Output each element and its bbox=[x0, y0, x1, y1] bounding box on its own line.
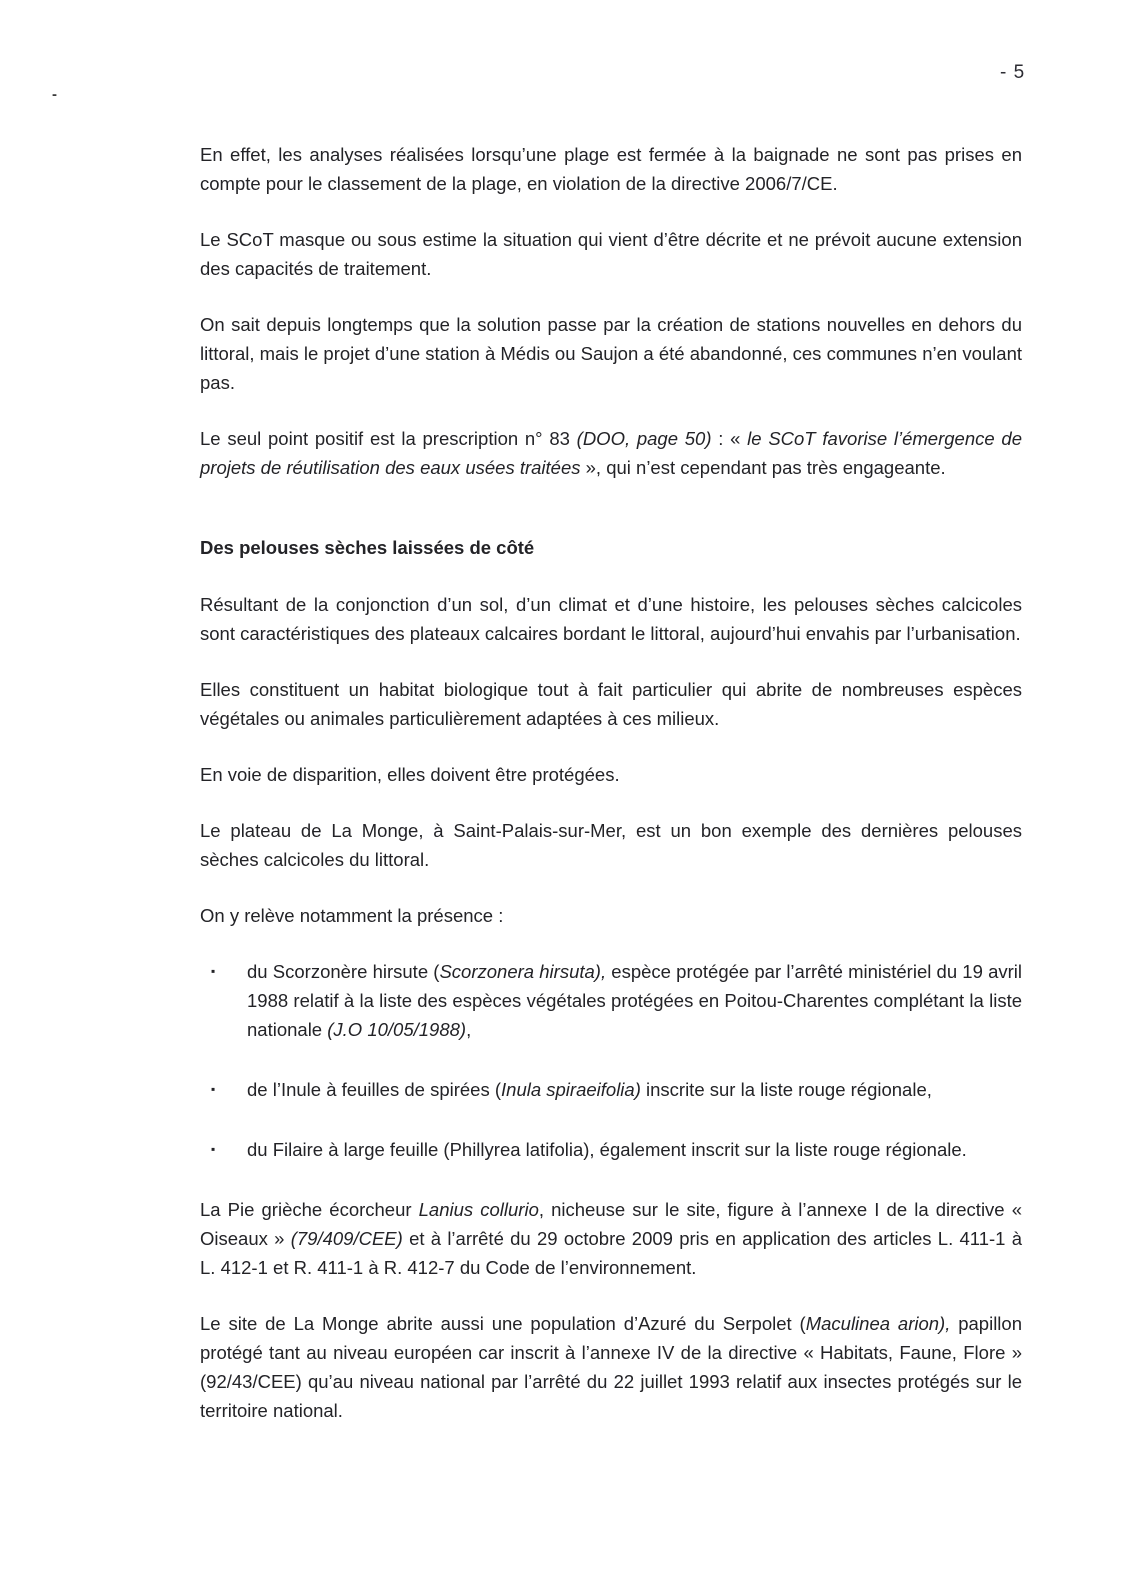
paragraph: Le seul point positif est la prescription n° 83 (DOO, page 50) : « le SCoT favorise l’émergence de projets de réutilisation des eaux usées traitées », qui n’est cependant pas très engageante. bbox=[200, 428, 1022, 478]
scan-stray-mark: - bbox=[52, 86, 57, 103]
paragraph: En effet, les analyses réalisées lorsqu’une plage est fermée à la baignade ne sont pas prises en compte pour le classement de la plage, en violation de la directive 2006/7/CE. bbox=[200, 144, 1022, 194]
paragraph: On sait depuis longtemps que la solution passe par la création de stations nouvelles en dehors du littoral, mais le projet d’une station à Médis ou Saujon a été abandonné, ces communes n’en voulant pas. bbox=[200, 314, 1022, 393]
page-number: - 5 bbox=[1000, 62, 1026, 83]
section-heading: Des pelouses sèches laissées de côté bbox=[200, 537, 535, 558]
paragraph: Le site de La Monge abrite aussi une population d’Azuré du Serpolet (Maculinea arion), papillon protégé tant au niveau européen car inscrit à l’annexe IV de la directive « Habitats, Faune, Flore » (92/43/CEE) qu’au niveau national par l’arrêté du 22 juillet 1993 relatif aux insectes protégés sur le territoire national. bbox=[200, 1313, 1022, 1421]
paragraph: Résultant de la conjonction d’un sol, d’un climat et d’une histoire, les pelouses sèches calcicoles sont caractéristiques des plateaux calcaires bordant le littoral, aujourd’hui envahis par l’urbanisation. bbox=[200, 594, 1022, 644]
document-body bbox=[200, 140, 1022, 1452]
paragraph: Le plateau de La Monge, à Saint-Palais-sur-Mer, est un bon exemple des dernières pelouses sèches calcicoles du littoral. bbox=[200, 820, 1022, 870]
bullet-text: du Scorzonère hirsute (Scorzonera hirsuta), espèce protégée par l’arrêté ministériel du 19 avril 1988 relatif à la liste des espèces végétales protégées en Poitou-Charentes complétant la liste nationale (J.O 10/05/1988), bbox=[247, 961, 1023, 1040]
paragraph: On y relève notamment la présence : bbox=[200, 905, 504, 926]
bullet-square-icon: ▪ bbox=[211, 964, 216, 978]
bullet-text: de l’Inule à feuilles de spirées (Inula spiraeifolia) inscrite sur la liste rouge régionale, bbox=[247, 1079, 932, 1100]
paragraph: Elles constituent un habitat biologique tout à fait particulier qui abrite de nombreuses espèces végétales ou animales particulièrement adaptées à ces milieux. bbox=[200, 679, 1022, 729]
paragraph: En voie de disparition, elles doivent être protégées. bbox=[200, 764, 620, 785]
bullet-item bbox=[200, 957, 1022, 1044]
bullet-item bbox=[200, 1135, 1022, 1164]
paragraph: La Pie grièche écorcheur Lanius collurio, nicheuse sur le site, figure à l’annexe I de la directive « Oiseaux » (79/409/CEE) et à l’arrêté du 29 octobre 2009 pris en application des articles L. 411-1 à L. 412-1 et R. 411-1 à R. 412-7 du Code de l’environnement. bbox=[200, 1199, 1023, 1278]
bullet-square-icon: ▪ bbox=[211, 1082, 216, 1096]
bullet-text: du Filaire à large feuille (Phillyrea latifolia), également inscrit sur la liste rouge régionale. bbox=[247, 1139, 967, 1160]
paragraph: Le SCoT masque ou sous estime la situation qui vient d’être décrite et ne prévoit aucune extension des capacités de traitement. bbox=[200, 229, 1022, 279]
bullet-item bbox=[200, 1075, 1022, 1104]
bullet-square-icon: ▪ bbox=[211, 1142, 216, 1156]
